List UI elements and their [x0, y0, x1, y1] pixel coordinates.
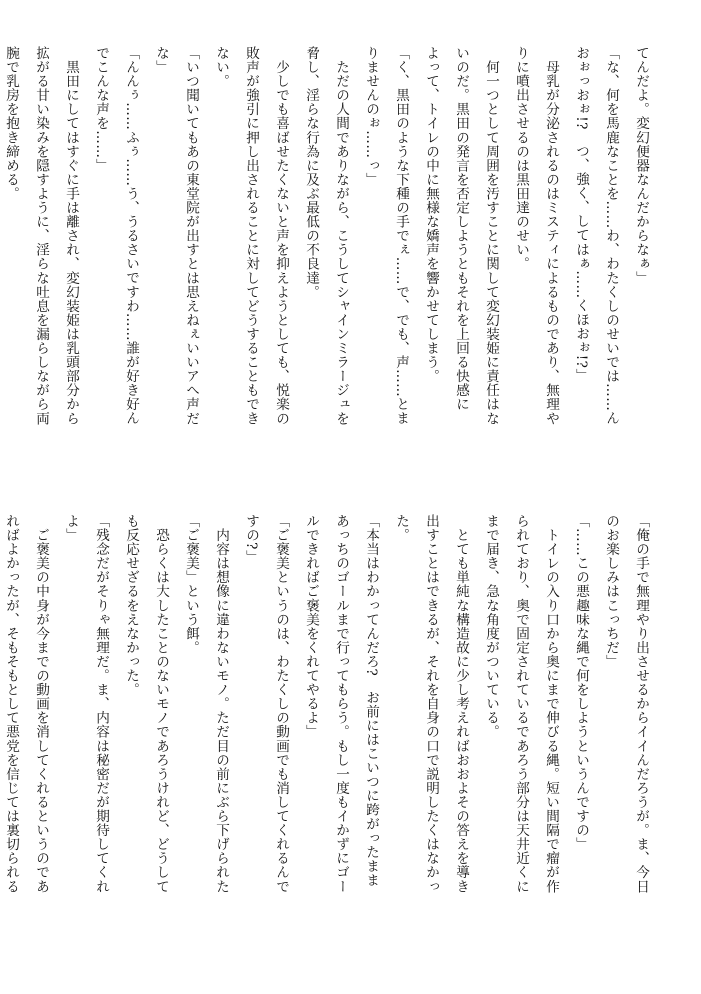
text-line: まで届き、急な角度がついている。 — [483, 514, 499, 739]
text-line: た。 — [393, 514, 409, 543]
text-line: 「ご褒美というのは、わたくしの動画でも消してくれるんで — [273, 514, 289, 894]
text-line: ない。 — [213, 46, 229, 89]
text-line: 内容は想像に違わないモノ。ただ目の前にぶら下げられた — [213, 514, 229, 894]
text-line: 「な、何を馬鹿なことを……わ、わたくしのせいでは……ん — [603, 46, 619, 426]
text-line: ご褒美の中身が今までの動画を消してくれるというのであ — [33, 514, 49, 894]
text-line: 「残念だがそりゃ無理だ。ま、内容は秘密だが期待してくれ — [93, 514, 109, 894]
text-line: ればよかったが、そもそもとして悪党を信じては裏切られる — [3, 514, 19, 894]
text-line: りませんのぉ……っ」 — [363, 46, 379, 187]
text-line: 敗声が強引に押し出されることに対してどうすることもでき — [243, 46, 259, 426]
text-line: トイレの入り口から奥にまで伸びる縄。短い間隔で瘤が作 — [543, 514, 559, 894]
text-line: 「く、黒田のような下種の手でぇ……で、でも、声……とま — [393, 46, 409, 426]
text-line: 「……この悪趣味な縄で何をしようというんですの」 — [573, 514, 589, 852]
text-line: 脅し、淫らな行為に及ぶ最低の不良達。 — [303, 46, 319, 299]
text-line: 何一つとして周囲を汚すことに関して変幻装姫に責任はな — [483, 46, 499, 426]
text-line: 「ご褒美」という餌。 — [183, 514, 199, 655]
text-line: 腕で乳房を抱き締める。 — [3, 46, 19, 201]
text-line: も反応せざるをえなかった。 — [123, 514, 139, 697]
text-line: 「んんぅ……ふぅ……う、うるさいですわ……誰が好き好ん — [123, 46, 139, 426]
text-block-bottom — [3, 514, 656, 944]
text-line: 黒田にしてはすぐに手は離され、変幻装姫は乳頭部分から — [63, 46, 79, 426]
text-line: ルできればご褒美をくれてやるよ」 — [303, 514, 319, 739]
text-line: あっちのゴールまで行ってもらう。もし一度もイかずにゴー — [333, 514, 349, 894]
text-line: 母乳が分泌されるのはミスティによるものであり、無理や — [543, 46, 559, 426]
text-line: 「俺の手で無理やり出させるからイイんだろうが。ま、今日 — [633, 514, 649, 894]
text-line: 出すことはできるが、それを自身の口で説明したくはなかっ — [423, 514, 439, 894]
text-line: 恐らくは大したことのないモノであろうけれど、どうして — [153, 514, 169, 894]
text-line: 「いつ聞いてもあの東堂院が出すとは思えねぇいいアへ声だ — [183, 46, 199, 426]
text-line: でこんな声を……」 — [93, 46, 109, 173]
text-line: とても単純な構造故に少し考えればおおよその答えを導き — [453, 514, 469, 894]
text-line: てんだよ。変幻便器なんだからなぁ」 — [633, 46, 649, 285]
text-line: よって、トイレの中に無様な嬌声を響かせてしまう。 — [423, 46, 439, 384]
text-line: おぉっおぉ!? つ、強く、してはぁ……くほおぉ!?」 — [573, 46, 589, 383]
text-line: のお楽しみはこっちだ」 — [603, 514, 619, 669]
text-line: いのだ。黒田の発言を否定しようともそれを上回る快感に — [453, 46, 469, 412]
text-line: 拡がる甘い染みを隠すように、淫らな吐息を漏らしながら両 — [33, 46, 49, 426]
text-line: ただの人間でありながら、こうしてシャインミラージュを — [333, 46, 349, 426]
text-block-top — [3, 46, 656, 466]
text-line: られており、奥で固定されているであろう部分は天井近くに — [513, 514, 529, 894]
text-line: な」 — [153, 46, 169, 75]
text-line: すの?」 — [243, 514, 259, 564]
text-line: りに噴出させるのは黒田達のせい。 — [513, 46, 529, 271]
text-line: 「本当はわかってんだろ? お前にはこいつに跨がったまま — [363, 514, 379, 888]
text-line: 少しでも喜ばせたくないと声を抑えようとしても、悦楽の — [273, 46, 289, 426]
text-line: よ」 — [63, 514, 79, 543]
